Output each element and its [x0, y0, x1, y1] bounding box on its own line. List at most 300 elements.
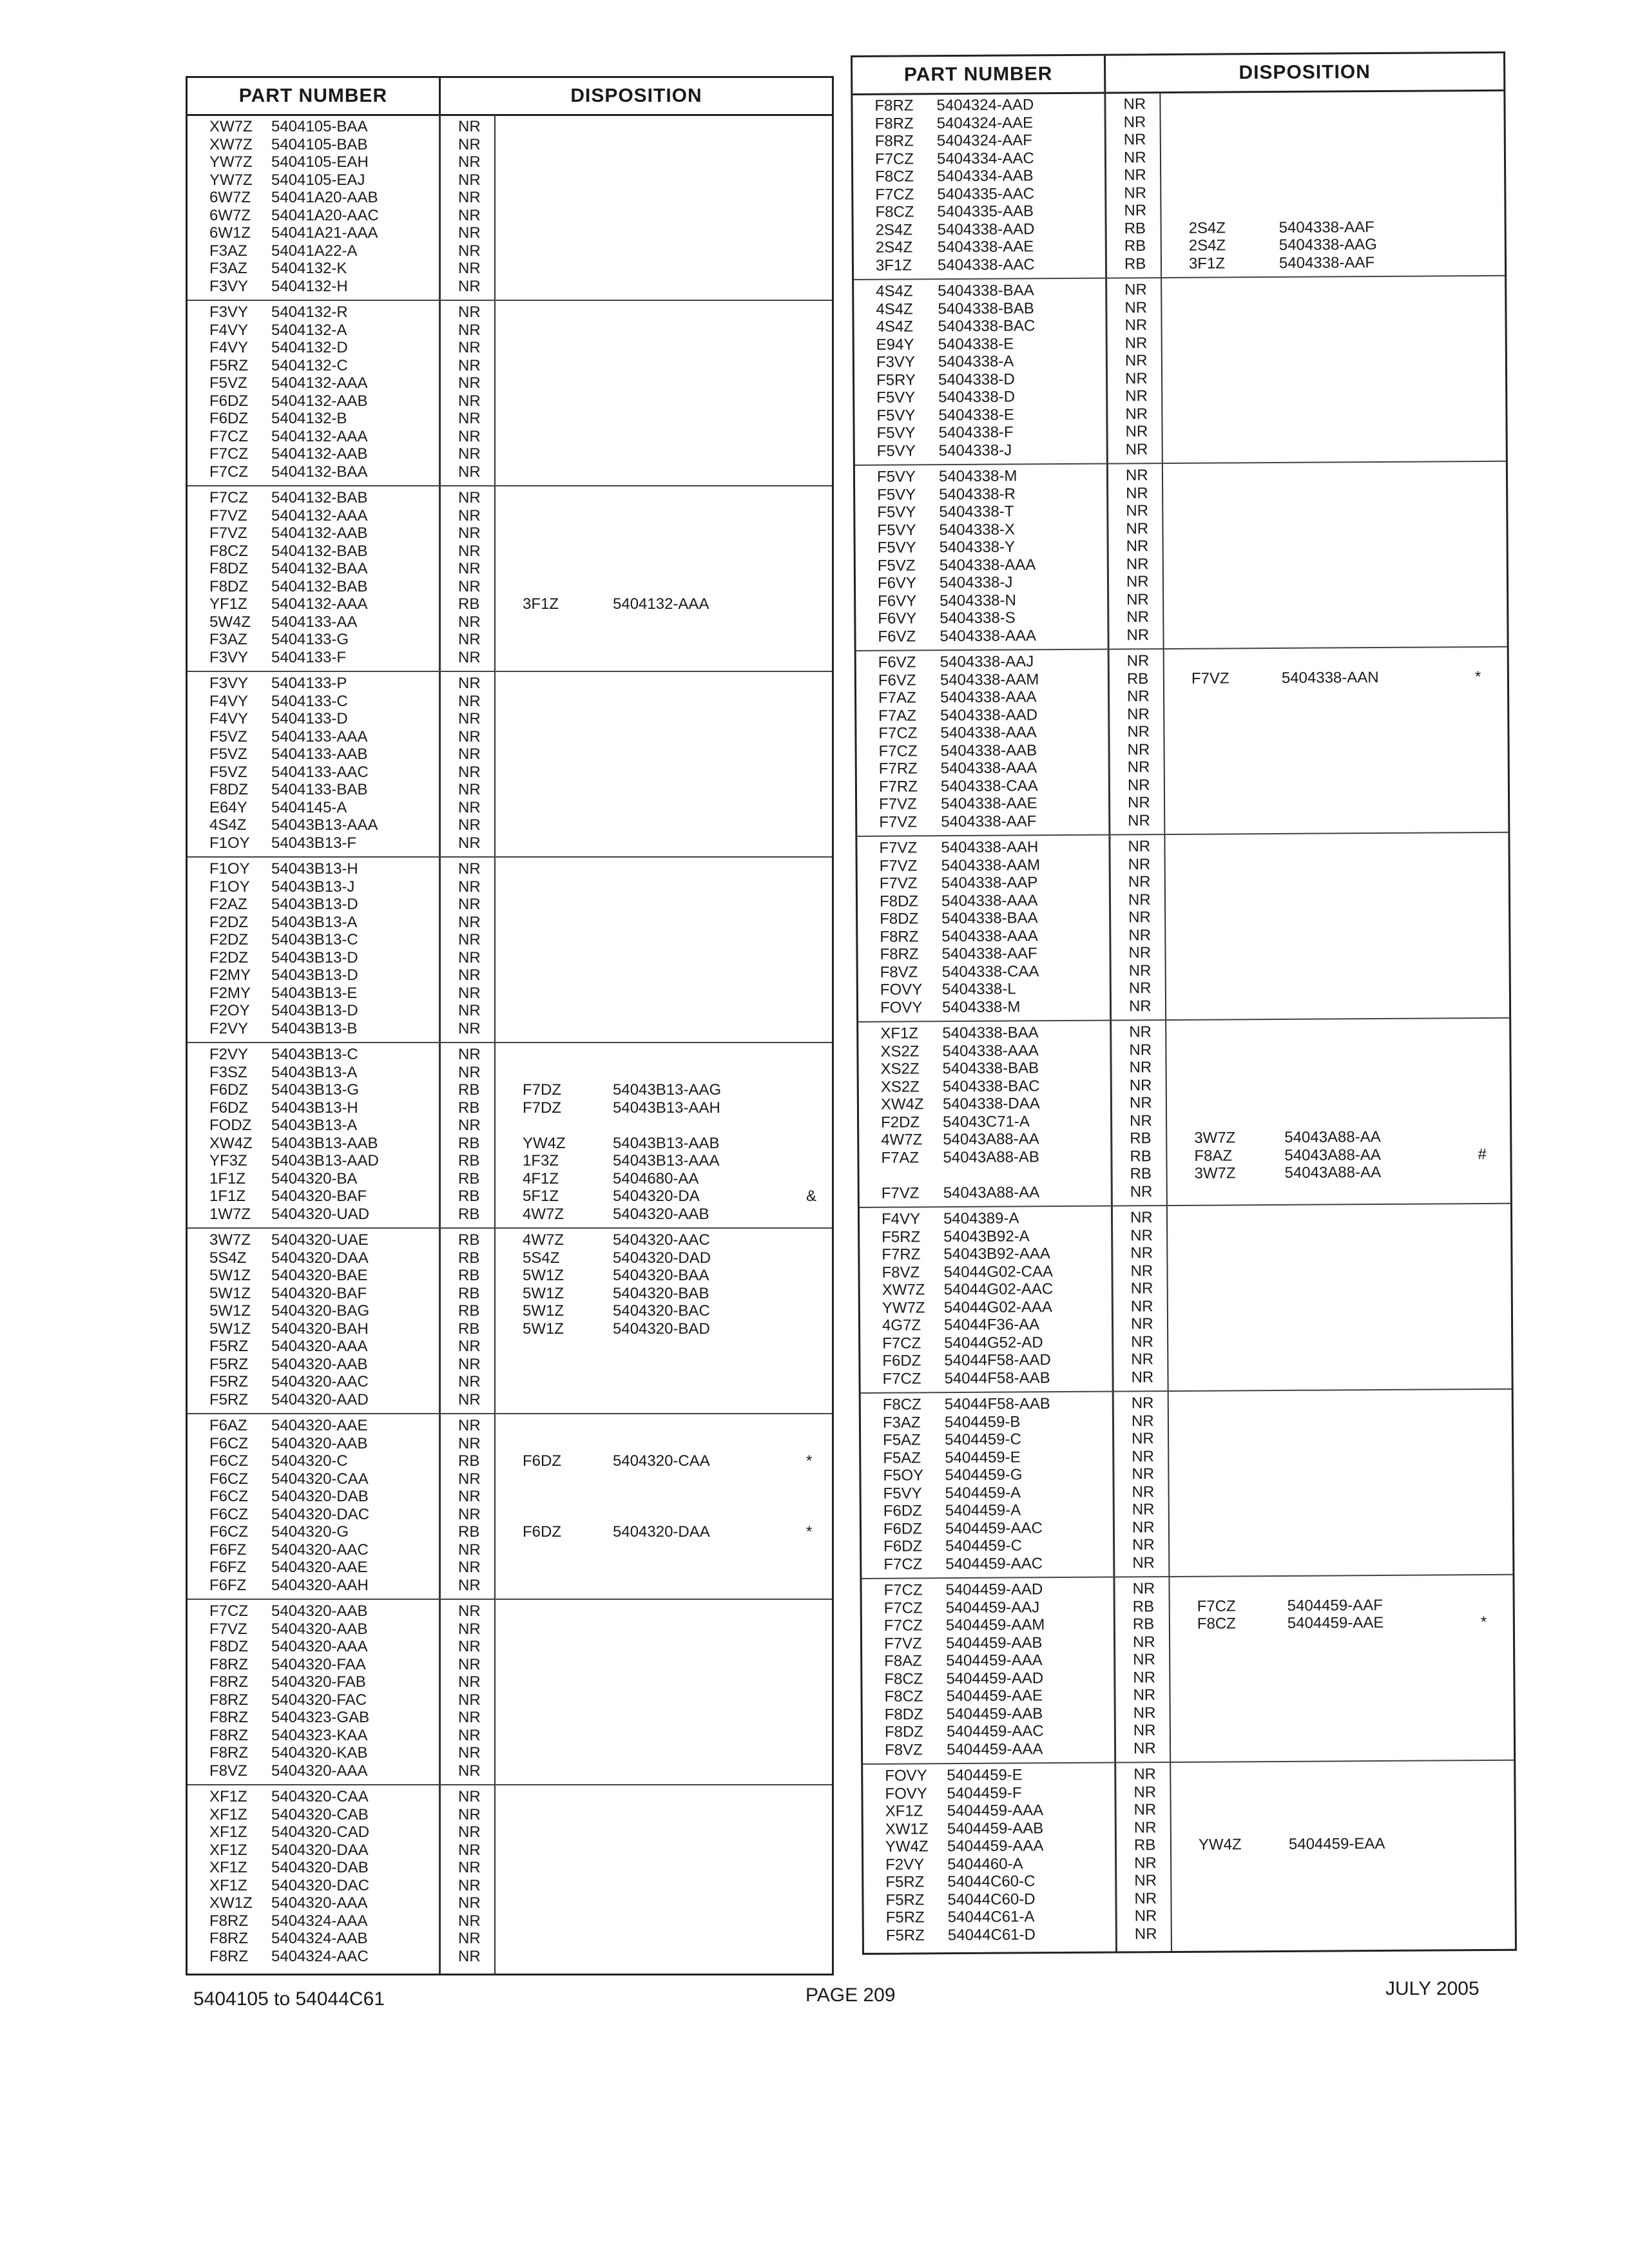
table-row: [188, 1267, 832, 1284]
vehicle-code: 5S4Z: [209, 1249, 247, 1267]
table-row: [863, 1737, 1514, 1758]
table-row: [188, 931, 832, 948]
replacement-part-number: 5404338-AAN: [1281, 668, 1379, 687]
part-number: 5404459-F: [947, 1783, 1022, 1802]
disposition-code: NR: [1127, 723, 1150, 741]
part-number: 54044F58-AAD: [944, 1351, 1051, 1370]
disposition-code: RB: [1130, 1147, 1152, 1165]
parts-table-right: [851, 52, 1517, 1955]
vehicle-code: XF1Z: [885, 1802, 923, 1820]
part-number: 5404323-KAA: [271, 1726, 368, 1744]
vehicle-code: F7VZ: [209, 524, 247, 542]
part-number: 5404338-AAA: [940, 626, 1037, 645]
disposition-code: NR: [458, 577, 481, 595]
vehicle-code: XF1Z: [209, 1788, 247, 1805]
part-number: 5404132-AAB: [271, 392, 368, 410]
vehicle-code: 5W1Z: [209, 1284, 251, 1302]
part-number: 5404133-AAA: [271, 727, 368, 745]
part-number: 5404323-GAB: [271, 1709, 370, 1726]
vehicle-code: F5VY: [877, 521, 916, 539]
part-number: 5404133-AAB: [271, 745, 368, 763]
vehicle-code: F8CZ: [875, 168, 914, 186]
part-number: 5404459-AAC: [946, 1722, 1044, 1741]
part-number: 5404320-CAB: [271, 1805, 369, 1823]
part-number: 5404133-P: [271, 675, 347, 692]
part-number: 5404320-AAH: [271, 1576, 369, 1594]
vehicle-code: F4VY: [209, 710, 249, 727]
part-number: 5404320-FAC: [271, 1691, 367, 1709]
disposition-code: NR: [1129, 1076, 1152, 1094]
part-number: 54043B13-C: [271, 1046, 358, 1063]
disposition-code: NR: [458, 763, 481, 781]
vehicle-code: XW1Z: [885, 1820, 929, 1838]
replacement-code: YW4Z: [1198, 1836, 1242, 1854]
replacement-part-number: 5404320-AAC: [613, 1231, 710, 1249]
disposition-code: NR: [458, 1894, 481, 1912]
vehicle-code: F8CZ: [209, 542, 248, 560]
part-number: 5404320-BAE: [271, 1267, 368, 1284]
vehicle-code: F8VZ: [882, 1263, 920, 1282]
table-row: [188, 1727, 832, 1744]
disposition-code: NR: [1128, 961, 1152, 979]
part-number: 5404335-AAC: [937, 184, 1035, 203]
disposition-code: NR: [1128, 855, 1151, 873]
table-row: [188, 896, 832, 913]
vehicle-code: F7RZ: [878, 760, 918, 778]
replacement-part-number: 54043A88-AA: [1284, 1128, 1381, 1146]
disposition-code: NR: [1128, 944, 1152, 962]
vehicle-code: XW4Z: [209, 1134, 253, 1152]
part-number: 54043B13-E: [271, 984, 358, 1002]
vehicle-code: F8RZ: [209, 1691, 248, 1709]
table-row: [188, 560, 832, 577]
disposition-code: NR: [458, 798, 481, 816]
table-row: [188, 1523, 832, 1541]
disposition-code: RB: [1124, 255, 1146, 273]
part-number: 5404338-BAC: [938, 317, 1036, 336]
replacement-code: 3W7Z: [1194, 1164, 1236, 1182]
vehicle-code: F5VY: [877, 503, 916, 521]
vehicle-code: 1F1Z: [209, 1169, 246, 1187]
vehicle-code: F7VZ: [879, 839, 918, 857]
part-number: 5404132-K: [271, 260, 347, 277]
replacement-part-number: 5404459-EAA: [1288, 1834, 1385, 1853]
table-row: [188, 524, 832, 542]
vehicle-code: F6FZ: [209, 1576, 247, 1594]
disposition-code: RB: [458, 1231, 480, 1249]
table-row: [188, 1206, 832, 1223]
table-row: [188, 1064, 832, 1081]
table-row: [188, 985, 832, 1002]
table-row: [188, 1673, 832, 1691]
vehicle-code: 2S4Z: [875, 220, 913, 239]
disposition-code: NR: [458, 816, 481, 834]
disposition-code: NR: [1132, 1465, 1155, 1483]
disposition-code: NR: [458, 1019, 481, 1037]
part-number: 5404459-A: [945, 1483, 1021, 1502]
part-number: 5404389-A: [943, 1209, 1019, 1228]
part-number: 5404132-BAB: [271, 577, 368, 595]
table-row: [188, 153, 832, 171]
vehicle-code: F3VY: [209, 648, 249, 666]
disposition-code: NR: [458, 1355, 481, 1373]
disposition-code: NR: [1126, 652, 1150, 670]
part-number: 5404320-UAD: [271, 1205, 370, 1223]
replacement-code: F8AZ: [1194, 1146, 1233, 1165]
disposition-code: NR: [1131, 1368, 1154, 1386]
part-number: 5404338-A: [938, 352, 1014, 371]
table-row: [188, 1320, 832, 1338]
vehicle-code: F7RZ: [878, 777, 918, 796]
disposition-code: NR: [458, 1876, 481, 1894]
vehicle-code: F7VZ: [209, 1620, 247, 1638]
vehicle-code: F6AZ: [209, 1417, 247, 1434]
vehicle-code: YF3Z: [209, 1152, 247, 1169]
part-number: 5404338-AAC: [937, 255, 1035, 274]
disposition-code: NR: [458, 506, 481, 524]
vehicle-code: F5RZ: [885, 1873, 925, 1891]
part-number: 5404338-BAC: [942, 1077, 1040, 1095]
part-number: 5404320-AAD: [271, 1390, 369, 1408]
disposition-code: NR: [1132, 1483, 1155, 1501]
part-number: 5404338-AAE: [941, 794, 1037, 813]
part-number: 5404133-C: [271, 692, 348, 710]
table-row: [188, 543, 832, 560]
disposition-code: RB: [458, 1452, 480, 1470]
disposition-code: NR: [458, 1373, 481, 1390]
disposition-code: RB: [1132, 1597, 1155, 1615]
row-group: [854, 275, 1506, 466]
part-number: 5404133-AA: [271, 613, 358, 631]
table-row: [188, 1391, 832, 1408]
disposition-code: RB: [458, 1134, 480, 1152]
vehicle-code: F5VY: [876, 406, 916, 425]
table-row: [188, 1788, 832, 1805]
vehicle-code: F8DZ: [879, 892, 919, 910]
header-disposition: DISPOSITION: [1239, 61, 1371, 84]
part-number: 5404338-CAA: [941, 962, 1039, 981]
replacement-code: 3F1Z: [523, 595, 559, 613]
disposition-code: NR: [458, 489, 481, 506]
vehicle-code: F6DZ: [882, 1352, 921, 1370]
disposition-code: NR: [458, 1744, 481, 1762]
table-row: [188, 631, 832, 648]
disposition-code: NR: [458, 1691, 481, 1709]
disposition-code: RB: [458, 1320, 480, 1338]
vehicle-code: F6DZ: [209, 392, 248, 410]
disposition-code: NR: [1125, 387, 1148, 405]
vehicle-code: FOVY: [880, 981, 923, 999]
disposition-code: NR: [458, 727, 481, 745]
part-number: 5404338-E: [938, 334, 1014, 353]
part-number: 54043B13-D: [271, 948, 358, 966]
row-group: [188, 485, 832, 672]
part-number: 54043A88-AB: [943, 1148, 1039, 1166]
vehicle-code: F5VZ: [209, 763, 247, 781]
table-row: [188, 1559, 832, 1576]
part-number: 5404324-AAC: [271, 1947, 369, 1965]
replacement-code: F6DZ: [523, 1452, 561, 1470]
vehicle-code: 4W7Z: [881, 1131, 923, 1149]
vehicle-code: F8RZ: [874, 97, 914, 115]
table-row: [188, 710, 832, 727]
replacement-part-number: 5404320-BAA: [613, 1267, 709, 1284]
vehicle-code: F8RZ: [209, 1726, 248, 1744]
disposition-code: NR: [458, 1559, 481, 1576]
note-mark: *: [806, 1523, 813, 1541]
part-number: 5404320-AAA: [271, 1638, 368, 1655]
disposition-code: RB: [1132, 1615, 1155, 1633]
disposition-code: NR: [1133, 1704, 1156, 1722]
part-number: 5404459-AAA: [946, 1740, 1043, 1758]
table-row: [188, 1356, 832, 1373]
replacement-code: F7CZ: [1197, 1597, 1236, 1615]
vehicle-code: F8DZ: [209, 1638, 248, 1655]
disposition-code: RB: [1126, 669, 1149, 687]
part-number: 5404338-AAF: [941, 945, 1037, 963]
vehicle-code: F6DZ: [883, 1519, 923, 1538]
table-row: [188, 171, 832, 189]
part-number: 5404459-AAD: [946, 1669, 1044, 1687]
disposition-code: NR: [458, 613, 481, 631]
table-row: [864, 1923, 1515, 1944]
replacement-code: YW4Z: [523, 1134, 566, 1152]
vehicle-code: F6CZ: [209, 1452, 248, 1470]
table-row: [188, 1081, 832, 1099]
vehicle-code: F6VY: [878, 610, 917, 628]
part-number: 54043B92-A: [943, 1227, 1030, 1245]
disposition-code: NR: [458, 1673, 481, 1691]
part-number: 5404324-AAA: [271, 1912, 368, 1930]
disposition-code: NR: [1134, 1889, 1157, 1907]
disposition-code: NR: [1124, 184, 1147, 202]
disposition-code: RB: [458, 1187, 480, 1205]
vehicle-code: E94Y: [876, 335, 914, 354]
vehicle-code: XW4Z: [880, 1095, 924, 1113]
vehicle-code: F7CZ: [875, 185, 914, 204]
vehicle-code: F5OY: [883, 1466, 924, 1485]
vehicle-code: F8RZ: [880, 945, 919, 963]
part-number: 5404338-AAA: [940, 759, 1037, 778]
vehicle-code: XS2Z: [880, 1060, 920, 1078]
part-number: 5404320-CAA: [271, 1788, 369, 1805]
table-row: [188, 799, 832, 816]
replacement-code: 5W1Z: [523, 1284, 564, 1302]
table-row: [188, 339, 832, 356]
vehicle-code: XS2Z: [880, 1042, 920, 1061]
disposition-code: NR: [458, 1788, 481, 1805]
vehicle-code: F7CZ: [883, 1555, 923, 1573]
table-row: [188, 878, 832, 896]
disposition-code: NR: [1131, 1350, 1154, 1369]
part-number: 54043B13-G: [271, 1081, 360, 1099]
table-row: [188, 1912, 832, 1930]
table-row: [854, 253, 1505, 274]
vehicle-code: F2DZ: [209, 931, 248, 948]
replacement-part-number: 5404338-AAG: [1278, 236, 1377, 254]
part-number: 5404132-AAA: [271, 506, 368, 524]
disposition-code: NR: [458, 1620, 481, 1638]
disposition-code: NR: [1125, 466, 1148, 485]
part-number: 54043A88-AA: [943, 1130, 1039, 1149]
disposition-code: NR: [1132, 1553, 1155, 1571]
disposition-code: NR: [458, 896, 481, 913]
table-row: [188, 136, 832, 153]
table-row: [188, 1806, 832, 1823]
table-row: [188, 303, 832, 321]
table-row: [188, 1823, 832, 1841]
note-mark: &: [806, 1187, 817, 1205]
table-row: [188, 322, 832, 339]
vehicle-code: F5VY: [876, 441, 916, 460]
vehicle-code: F5VY: [876, 468, 916, 486]
table-row: [188, 745, 832, 763]
disposition-code: NR: [1128, 873, 1151, 891]
table-row: [188, 1656, 832, 1673]
part-number: 5404132-R: [271, 303, 348, 321]
replacement-part-number: 54043A88-AA: [1284, 1146, 1381, 1164]
table-row: [188, 445, 832, 463]
disposition-code: NR: [458, 913, 481, 931]
part-number: 54043B13-D: [271, 966, 358, 984]
part-number: 5404105-BAA: [271, 118, 368, 135]
part-number: 5404132-AAA: [271, 595, 368, 613]
disposition-code: NR: [1126, 555, 1149, 573]
disposition-code: NR: [458, 1541, 481, 1559]
disposition-code: NR: [458, 1390, 481, 1408]
disposition-code: NR: [1130, 1111, 1152, 1129]
disposition-code: NR: [1129, 1059, 1152, 1077]
vehicle-code: E64Y: [209, 798, 247, 816]
part-number: 5404133-G: [271, 631, 349, 648]
part-number: 5404338-J: [939, 573, 1013, 592]
table-row: [188, 649, 832, 666]
header-part-number: PART NUMBER: [188, 78, 441, 114]
disposition-code: NR: [1126, 590, 1149, 608]
disposition-code: NR: [1133, 1765, 1157, 1783]
disposition-code: NR: [458, 374, 481, 392]
table-row: [188, 764, 832, 781]
disposition-code: NR: [1128, 811, 1151, 829]
vehicle-code: F5RZ: [885, 1908, 925, 1927]
disposition-code: NR: [458, 931, 481, 948]
disposition-code: NR: [458, 675, 481, 692]
disposition-code: NR: [458, 242, 481, 260]
vehicle-code: F8RZ: [209, 1930, 248, 1947]
vehicle-code: F2DZ: [881, 1113, 920, 1131]
vehicle-code: F6VZ: [878, 627, 916, 646]
table-row: [188, 1231, 832, 1249]
vehicle-code: F4VY: [209, 692, 249, 710]
vehicle-code: 4S4Z: [876, 300, 913, 318]
part-number: 5404338-AAF: [941, 812, 1037, 831]
disposition-code: NR: [1134, 1854, 1157, 1872]
replacement-code: F7VZ: [1191, 669, 1229, 687]
disposition-code: NR: [458, 1434, 481, 1452]
disposition-code: NR: [1133, 1651, 1155, 1669]
row-group: [188, 1784, 832, 1970]
vehicle-code: YW7Z: [209, 171, 253, 189]
vehicle-code: F6FZ: [209, 1541, 247, 1559]
table-row: [188, 1373, 832, 1390]
disposition-code: NR: [1124, 166, 1146, 184]
disposition-code: NR: [1133, 1668, 1156, 1686]
disposition-code: NR: [458, 860, 481, 878]
disposition-code: NR: [1128, 926, 1152, 944]
disposition-code: RB: [1130, 1165, 1152, 1183]
part-number: 54041A20-AAB: [271, 189, 378, 206]
replacement-part-number: 54043B13-AAH: [613, 1099, 720, 1117]
part-number: 5404459-AAE: [946, 1687, 1043, 1706]
vehicle-code: F3AZ: [882, 1413, 921, 1432]
part-number: 5404320-CAD: [271, 1823, 370, 1841]
disposition-code: NR: [458, 1638, 481, 1655]
table-row: [188, 728, 832, 745]
vehicle-code: F2VY: [209, 1046, 249, 1063]
replacement-code: 5F1Z: [523, 1187, 559, 1205]
disposition-code: NR: [1128, 908, 1151, 927]
disposition-code: NR: [1132, 1580, 1155, 1598]
disposition-code: RB: [458, 1284, 480, 1302]
part-number: 54043B13-D: [271, 896, 358, 913]
part-number: 5404338-AAA: [941, 891, 1038, 910]
disposition-code: NR: [1124, 202, 1147, 220]
part-number: 5404320-AAE: [271, 1417, 368, 1434]
replacement-code: 3W7Z: [1194, 1129, 1236, 1147]
vehicle-code: F7VZ: [209, 506, 247, 524]
part-number: 5404132-AAB: [271, 445, 368, 463]
part-number: 5404132-BAA: [271, 560, 368, 577]
vehicle-code: XW1Z: [209, 1894, 253, 1912]
table-row: [188, 507, 832, 524]
table-row: [855, 438, 1506, 459]
disposition-code: NR: [1123, 95, 1146, 113]
vehicle-code: F8DZ: [884, 1705, 923, 1724]
table-row: [188, 1762, 832, 1780]
part-number: 5404338-AAB: [940, 741, 1037, 760]
table-row: [188, 392, 832, 410]
part-number: 5404338-BAA: [938, 282, 1034, 300]
part-number: 54043C71-A: [943, 1112, 1030, 1131]
vehicle-code: F6VZ: [878, 653, 916, 671]
disposition-code: NR: [1133, 1818, 1157, 1836]
vehicle-code: 4S4Z: [876, 282, 913, 300]
part-number: 5404338-BAB: [938, 299, 1034, 318]
vehicle-code: F8VZ: [880, 963, 918, 981]
vehicle-code: XF1Z: [209, 1823, 247, 1841]
disposition-code: NR: [1126, 626, 1150, 644]
part-number: 5404459-C: [945, 1537, 1022, 1555]
disposition-code: NR: [458, 542, 481, 560]
part-number: 5404133-AAC: [271, 763, 369, 781]
table-row: [188, 693, 832, 710]
disposition-code: NR: [1130, 1280, 1153, 1298]
replacement-part-number: 5404680-AA: [613, 1169, 699, 1187]
disposition-code: NR: [1123, 131, 1146, 149]
part-number: 5404320-KAB: [271, 1744, 368, 1762]
table-row: [188, 1249, 832, 1267]
vehicle-code: F6VZ: [878, 671, 916, 689]
table-row: [188, 1020, 832, 1037]
part-number: 5404320-AAB: [271, 1355, 368, 1373]
disposition-code: NR: [458, 1470, 481, 1488]
vehicle-code: F6CZ: [209, 1470, 248, 1488]
part-number: 5404133-F: [271, 648, 347, 666]
part-number: 54043B13-H: [271, 1099, 358, 1117]
vehicle-code: YW4Z: [885, 1838, 929, 1856]
disposition-code: NR: [458, 463, 481, 481]
part-number: 54044C60-C: [947, 1872, 1036, 1891]
